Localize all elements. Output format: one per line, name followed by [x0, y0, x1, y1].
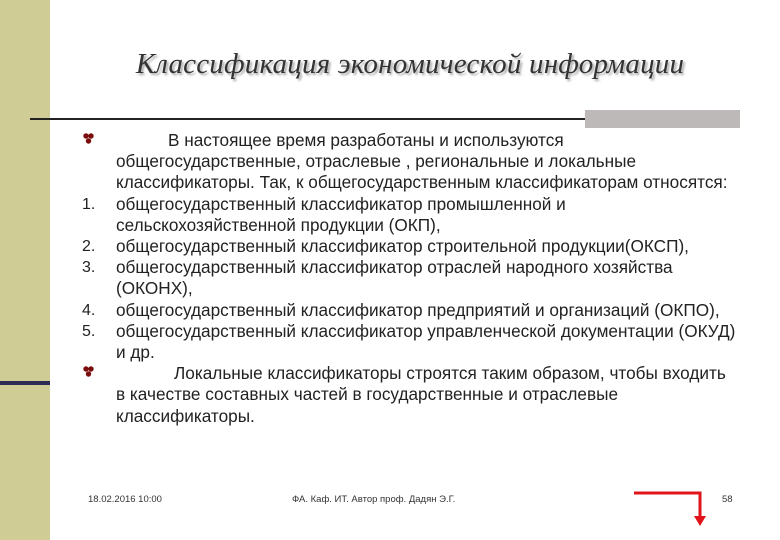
- diamond-bullet-icon: [82, 130, 95, 151]
- list-item: [78, 257, 738, 299]
- footer-author: ФА. Каф. ИТ. Автор проф. Дадян Э.Г.: [292, 494, 456, 505]
- list-item-text: общегосударственный классификатор строительной продукции(ОКСП),: [116, 236, 689, 257]
- down-arrow-icon[interactable]: [632, 490, 712, 528]
- left-decorative-band: [0, 0, 50, 540]
- paragraph-intro-lead: В настоящее время разработаны и используются: [168, 130, 564, 150]
- list-number: 3.: [82, 259, 96, 277]
- slide-title: Классификация экономической информации: [135, 48, 685, 80]
- diamond-bullet-icon: [82, 363, 95, 384]
- footer-page-number: 58: [722, 494, 733, 505]
- list-number: 4.: [82, 301, 96, 319]
- paragraph-local: [78, 363, 738, 427]
- list-number: 2.: [82, 238, 96, 256]
- list-item: [78, 300, 738, 321]
- title-divider-block: [585, 110, 740, 128]
- list-item-text: общегосударственный классификатор промышленной и сельскохозяйственной продукции (ОКП),: [116, 193, 566, 235]
- paragraph-intro-text: общегосударственные, отраслевые , региональные и локальные классификаторы. Так, к общегосударственным классификаторам относятся:: [116, 151, 728, 193]
- list-item-text: общегосударственный классификатор управленческой документации (ОКУД) и др.: [116, 320, 736, 363]
- slide-body: [78, 130, 738, 427]
- title-divider-line: [30, 118, 585, 120]
- list-number: 1.: [82, 195, 96, 213]
- left-band-accent: [0, 381, 50, 385]
- paragraph-intro: [78, 130, 738, 194]
- list-item: [78, 236, 738, 257]
- list-item: [78, 321, 738, 363]
- list-item: [78, 194, 738, 236]
- list-item-text: общегосударственный классификатор предприятий и организаций (ОКПО),: [116, 299, 720, 320]
- footer-date: 18.02.2016 10:00: [88, 494, 162, 505]
- list-number: 5.: [82, 322, 96, 340]
- paragraph-local-text: чтобы входить в качестве составных частей в государственные и отраслевые классификаторы.: [116, 363, 726, 426]
- paragraph-local-lead: Локальные классификаторы строятся таким образом,: [174, 363, 605, 384]
- list-item-text: общегосударственный классификатор отраслей народного хозяйства (ОКОНХ),: [116, 257, 673, 299]
